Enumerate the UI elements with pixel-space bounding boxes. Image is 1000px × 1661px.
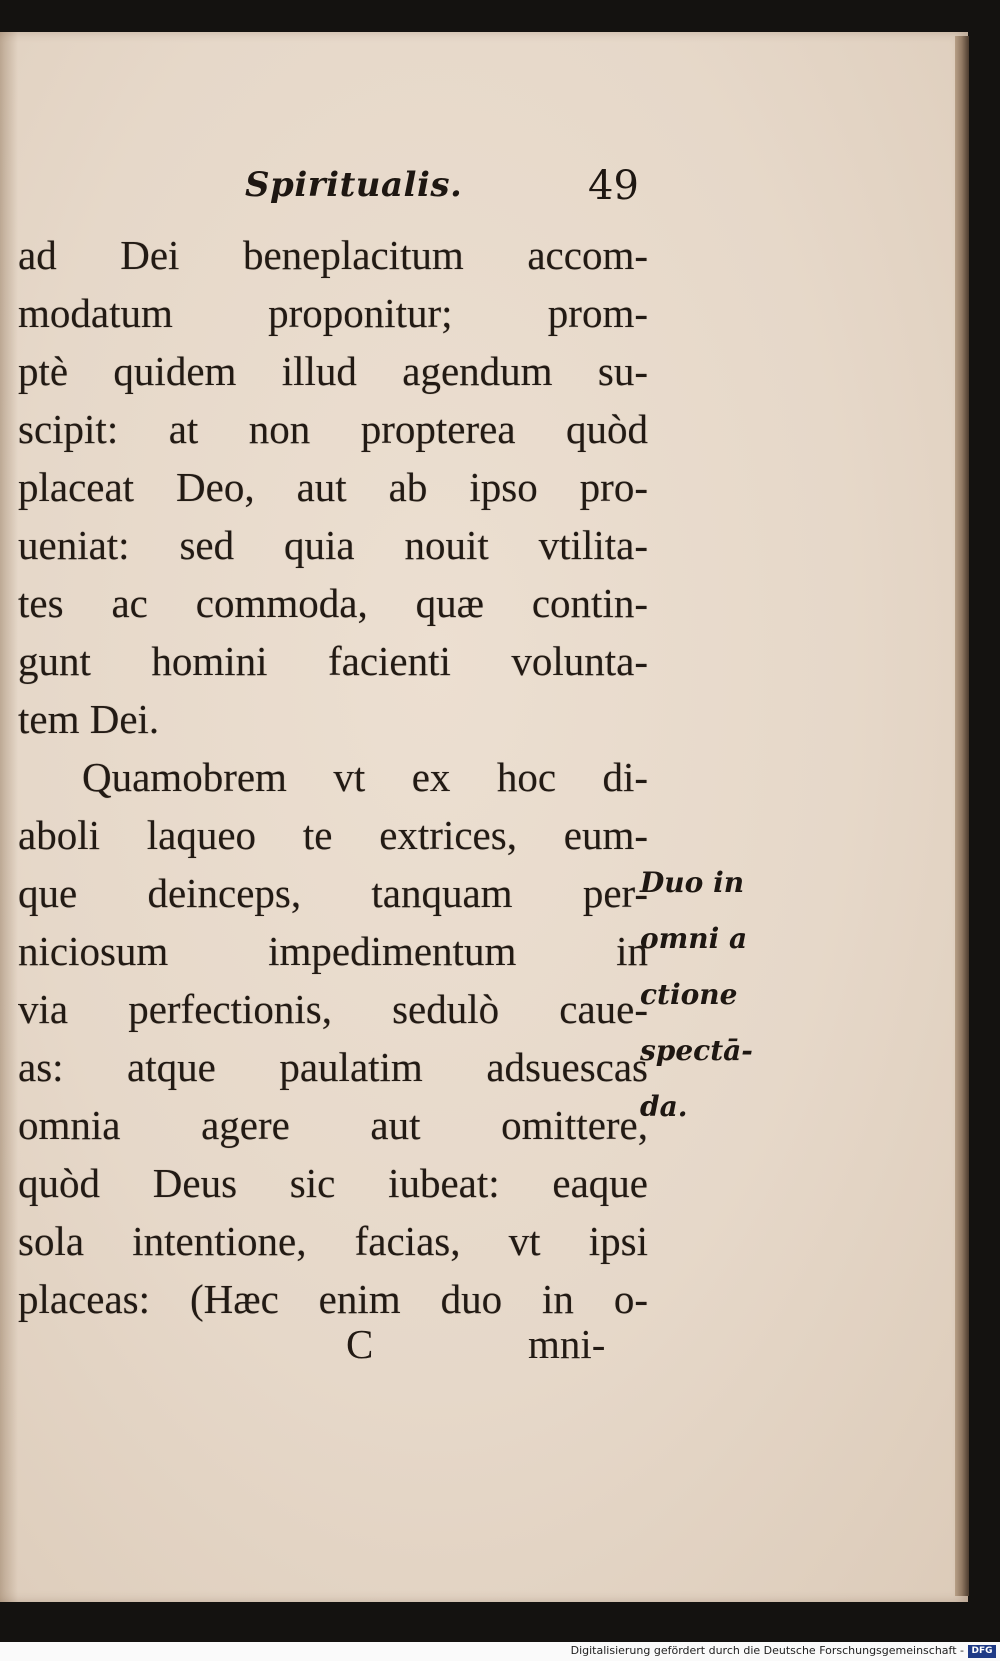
margin-note-line: ctione [640, 978, 738, 1011]
text-line: ad Dei beneplacitum accom- [18, 232, 648, 278]
text-line: gunt homini facienti volunta- [18, 638, 648, 684]
text-line: via perfectionis, sedulò caue- [18, 986, 648, 1032]
digitization-credit-bar [0, 1642, 1000, 1661]
text-line: ueniat: sed quia nouit vtilita- [18, 522, 648, 568]
page-edge [955, 36, 969, 1596]
text-line: placeat Deo, aut ab ipso pro- [18, 464, 648, 510]
text-line: as: atque paulatim adsuescas [18, 1044, 648, 1090]
funding-credit: Digitalisierung gefördert durch die Deutsche Forschungsgemeinschaft - [570, 1644, 964, 1657]
signature-mark: C [346, 1321, 374, 1367]
margin-note-line: spectā- [640, 1034, 753, 1067]
text-line: scipit: at non propterea quòd [18, 406, 648, 452]
paragraph-start-line: Quamobrem vt ex hoc di- [82, 754, 648, 800]
running-head: Spiritualis. [245, 165, 463, 205]
page-header [0, 165, 650, 225]
text-line: aboli laqueo te extrices, eum- [18, 812, 648, 858]
margin-note-line: Duo in [640, 866, 745, 899]
page-number: 49 [588, 163, 639, 209]
text-line: que deinceps, tanquam per- [18, 870, 648, 916]
text-line: tes ac commoda, quæ contin- [18, 580, 648, 626]
margin-note-line: da. [640, 1090, 688, 1123]
text-line: ptè quidem illud agendum su- [18, 348, 648, 394]
page-footer [0, 1320, 660, 1380]
text-line: tem Dei. [18, 696, 160, 742]
margin-note [640, 855, 780, 1135]
text-line: omnia agere aut omittere, [18, 1102, 648, 1148]
text-line: modatum proponitur; prom- [18, 290, 648, 336]
text-line: placeas: (Hæc enim duo in o- [18, 1276, 648, 1322]
text-line: niciosum impedimentum in [18, 928, 648, 974]
text-line: quòd Deus sic iubeat: eaque [18, 1160, 648, 1206]
text-line: sola intentione, facias, vt ipsi [18, 1218, 648, 1264]
dfg-logo-badge: DFG [968, 1645, 996, 1658]
body-text [18, 226, 648, 1328]
margin-note-line: omni a [640, 922, 748, 955]
catchword: mni- [528, 1321, 606, 1367]
